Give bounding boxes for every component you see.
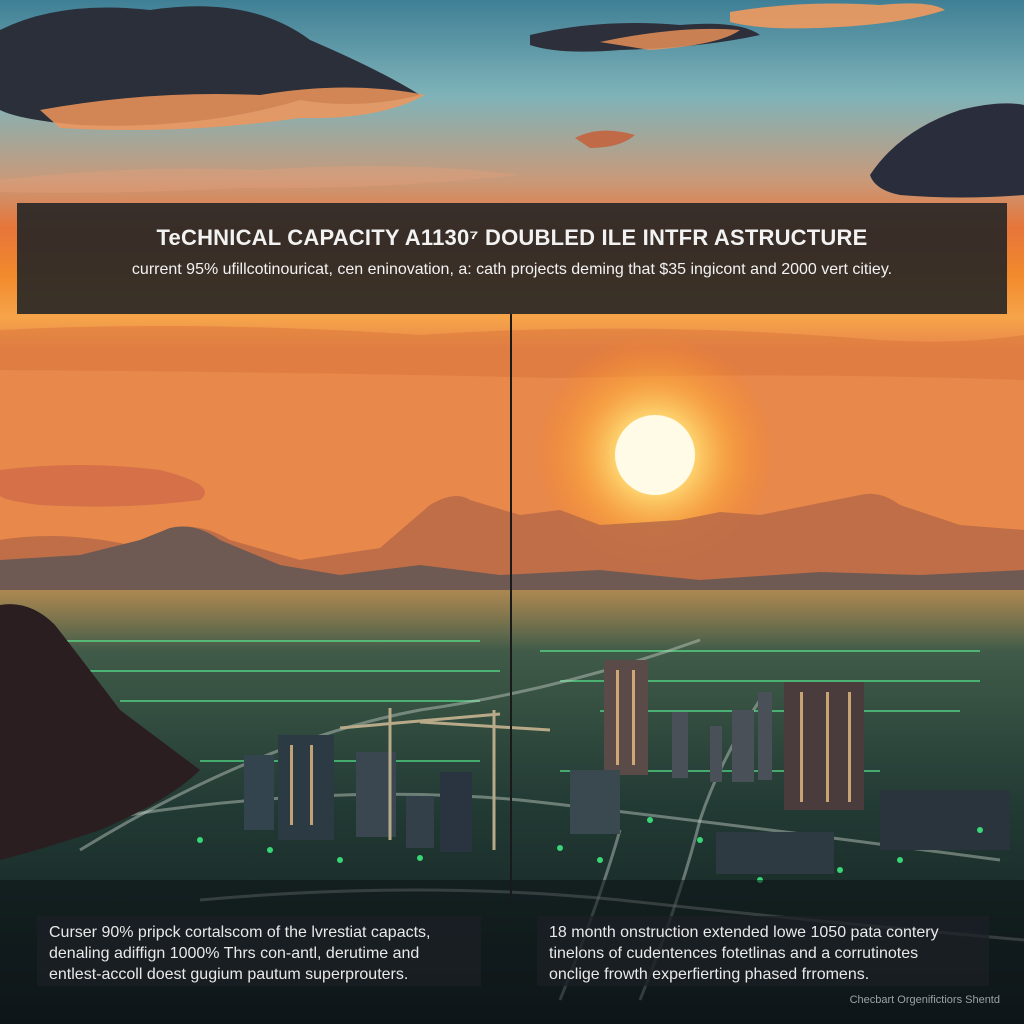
- caption-left-line: Curser 90% pripck cortalscom of the lvrestiat capacts,: [49, 924, 431, 941]
- caption-right-line: onclige frowth experfierting phased frromens.: [549, 966, 870, 983]
- caption-right: [537, 916, 989, 986]
- caption-left-line: denaling adiffign 1000% Thrs con-antl, derutime and: [49, 945, 420, 962]
- caption-left: [37, 916, 481, 986]
- caption-right-line: tinelons of cudentences fotetlinas and a corrutinotes: [549, 945, 919, 962]
- banner-subtitle: current 95% ufillcotinouricat, cen eninovation, a: cath projects deming that $35 ingicont and 2000 vert citiey.: [131, 261, 893, 278]
- caption-left-line: entlest-accoll doest gugium pautum superprouters.: [49, 966, 409, 983]
- banner-title: TeCHNICAL CAPACITY A1130⁷ DOUBLED ILE INTFR ASTRUCTURE: [156, 225, 868, 250]
- headline-banner: [17, 203, 1007, 314]
- credit-text: Checbart Orgenifictiors Shentd: [849, 994, 1000, 1006]
- caption-right-line: 18 month onstruction extended lowe 1050 pata contery: [549, 924, 939, 941]
- split-divider-line: [510, 314, 512, 900]
